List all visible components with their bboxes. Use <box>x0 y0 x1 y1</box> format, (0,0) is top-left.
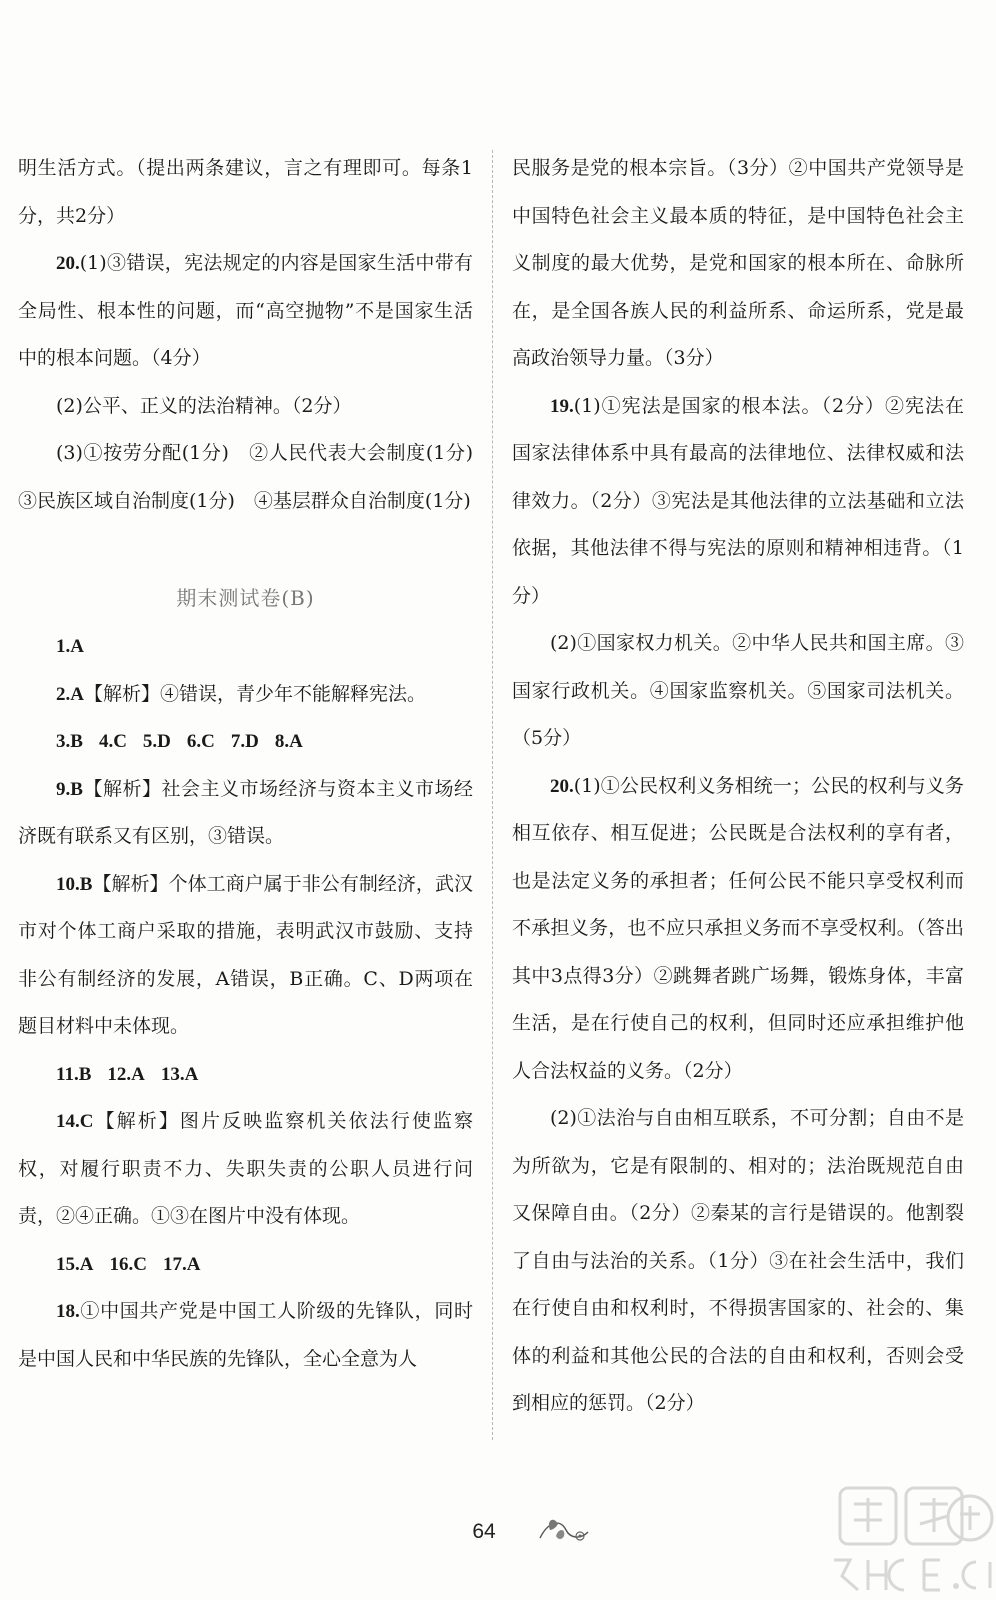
analysis-text: 【解析】④错误，青少年不能解释宪法。 <box>83 682 426 705</box>
section-title: 期末测试卷(B) <box>176 586 315 610</box>
answer-14 <box>18 1098 473 1241</box>
answer-item: 12.A <box>107 1063 145 1085</box>
analysis-text: 【解析】图片反映监察机关依法行使监察权，对履行职责不力、失职失责的公职人员进行问责，②④正确。①③在图片中没有体现。 <box>18 1110 473 1227</box>
answer-item: 15.A <box>56 1253 94 1275</box>
answer-text: (1)③错误，宪法规定的内容是国家生活中带有全局性、根本性的问题，而“高空抛物”不是国家生活中的根本问题。（4分） <box>18 252 473 369</box>
answer-2 <box>18 671 473 719</box>
question-number: 2.A <box>56 683 84 705</box>
answer-10 <box>18 861 473 1051</box>
q20-part3: (3)①按劳分配(1分) ②人民代表大会制度(1分) ③民族区域自治制度(1分) ④基层群众自治制度(1分) <box>18 442 493 512</box>
answers-11-to-13 <box>18 1051 473 1099</box>
right-column <box>512 145 964 1428</box>
answer-19-part2: (2)①国家权力机关。②中华人民共和国主席。③国家行政机关。④国家监察机关。⑤国家司法机关。（5分） <box>512 632 964 749</box>
answer-item: 4.C <box>98 731 127 752</box>
q19-continued: 明生活方式。（提出两条建议，言之有理即可。每条1分，共2分） <box>18 157 473 227</box>
answer-item: 6.C <box>186 731 215 752</box>
answer-item: 13.A <box>160 1063 199 1085</box>
question-number: 18. <box>56 1301 80 1322</box>
question-number: 9.B <box>56 778 83 800</box>
answer-1: 1.A <box>56 636 84 657</box>
answer-19-part1 <box>512 383 964 621</box>
answer-item: 17.A <box>162 1253 201 1275</box>
question-number: 10.B <box>56 873 93 895</box>
answer-9 <box>18 766 473 861</box>
question-number: 20. <box>56 253 80 274</box>
floral-ornament-icon <box>536 1512 592 1548</box>
answer-text: ①中国共产党是中国工人阶级的先锋队，同时是中国人民和中华民族的先锋队，全心全意为人 <box>18 1300 473 1370</box>
answer-item: 5.D <box>142 731 171 752</box>
answer-item: 3.B <box>56 731 83 752</box>
watermark-logo <box>820 1480 996 1600</box>
question-number: 14.C <box>56 1111 94 1132</box>
page-number: 64 <box>472 1520 496 1543</box>
question-number: 19. <box>550 395 574 417</box>
answer-20-part2: (2)①法治与自由相互联系，不可分割；自由不是为所欲为，它是有限制的、相对的；法治既规范自由又保障自由。（2分）②秦某的言行是错误的。他割裂了自由与法治的关系。（1分）③在社会生活中，我们在行使自由和权利时，不得损害国家的、社会的、集体的利益和其他公民的合法的自由和权利，否则会受到相应的惩罚。（2分） <box>512 1107 964 1414</box>
q20-part2: (2)公平、正义的法治精神。（2分） <box>56 394 352 417</box>
answer-item: 8.A <box>274 731 303 752</box>
answers-3-to-8 <box>18 718 473 766</box>
q20-part1 <box>18 240 473 383</box>
left-column <box>18 145 493 1383</box>
answer-item: 11.B <box>56 1063 92 1085</box>
answers-15-to-17 <box>18 1241 473 1289</box>
answer-18 <box>18 1288 473 1383</box>
answer-text: (1)①公民权利义务相统一；公民的权利与义务相互依存、相互促进；公民既是合法权利的享有者，也是法定义务的承担者；任何公民不能只享受权利而不承担义务，也不应只承担义务而不享受权利。（答出其中3点得3分）②跳舞者跳广场舞，锻炼身体，丰富生活，是在行使自己的权利，但同时还应承担维护他人合法权益的义务。（2分） <box>512 774 964 1082</box>
answer-item: 7.D <box>230 731 259 752</box>
answer-18-continued: 民服务是党的根本宗旨。（3分）②中国共产党领导是中国特色社会主义最本质的特征，是中国特色社会主义制度的最大优势，是党和国家的根本所在、命脉所在，是全国各族人民的利益所系、命运所系，党是最高政治领导力量。（3分） <box>512 157 964 369</box>
question-number: 20. <box>550 775 574 797</box>
analysis-text: 【解析】个体工商户属于非公有制经济，武汉市对个体工商户采取的措施，表明武汉市鼓励、支持非公有制经济的发展，A错误，B正确。C、D两项在题目材料中未体现。 <box>18 872 473 1037</box>
column-divider <box>492 150 493 1440</box>
analysis-text: 【解析】社会主义市场经济与资本主义市场经济既有联系又有区别，③错误。 <box>18 777 473 847</box>
answer-item: 16.C <box>109 1253 147 1275</box>
answer-text: (1)①宪法是国家的根本法。（2分）②宪法在国家法律体系中具有最高的法律地位、法律权威和法律效力。（2分）③宪法是其他法律的立法基础和立法依据，其他法律不得与宪法的原则和精神相违背。（1分） <box>512 394 964 607</box>
answer-20-part1 <box>512 763 964 1096</box>
